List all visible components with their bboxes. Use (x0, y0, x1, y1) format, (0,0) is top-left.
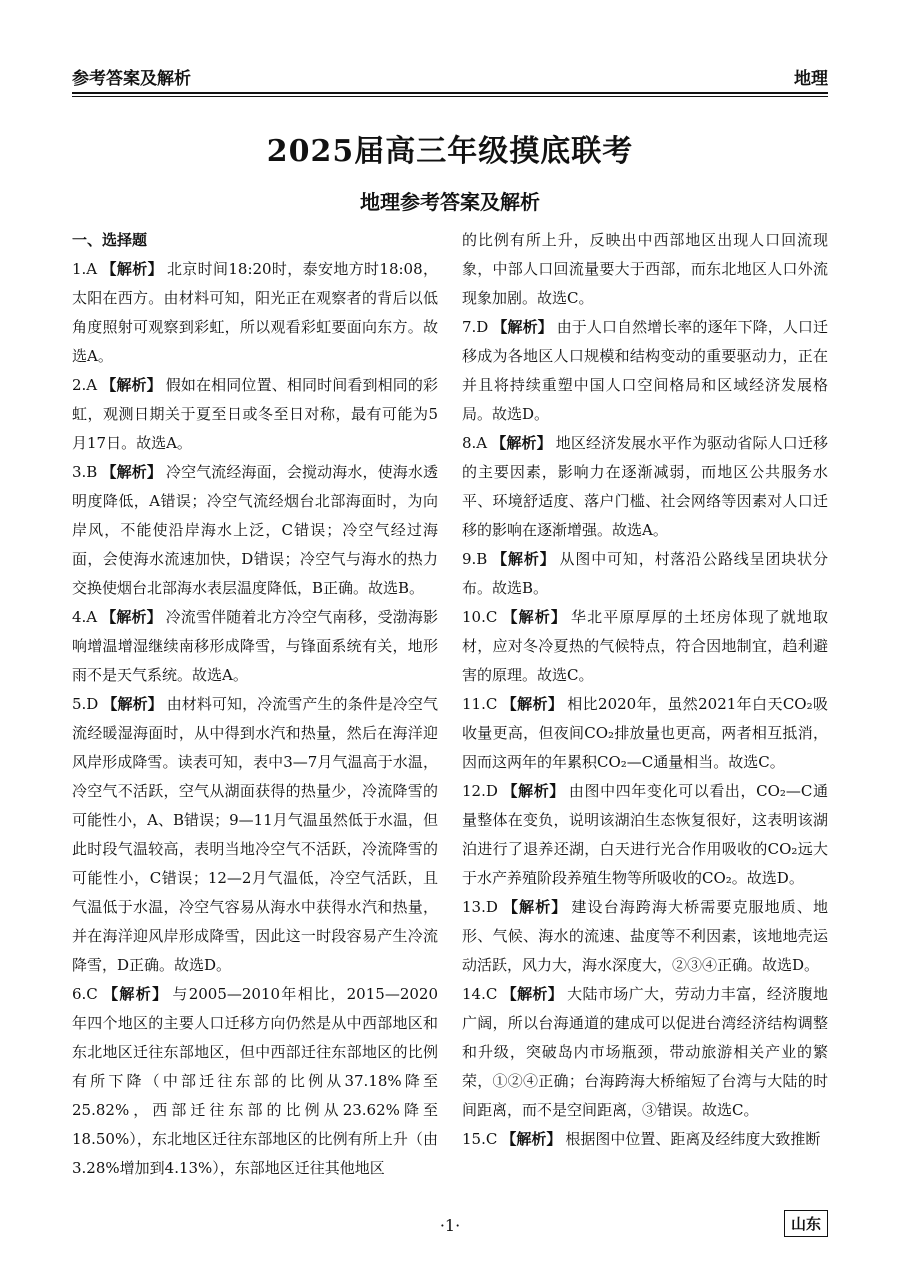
answer-text: 从图中可知，村落沿公路线呈团块状分布。故选B。 (462, 550, 828, 597)
answer-item (72, 603, 438, 690)
header-divider (72, 96, 828, 97)
answer-text: 由材料可知，冷流雪产生的条件是冷空气流经暖湿海面时，从中得到水汽和热量，然后在海洋迎风岸形成降雪。读表可知，表中3—7月气温高于水温，冷空气不活跃，空气从湖面获得的热量少，冷流降雪的可能性小，A、B错误；9—11月气温虽然低于水温，但此时段气温较高，表明当地冷空气不活跃，冷流降雪的可能性小，C错误；12—2月气温低，冷空气活跃，且气温低于水温，冷空气容易从海水中获得水汽和热量，并在海洋迎风岸形成降雪，因此这一时段容易产生冷流降雪，D正确。故选D。 (72, 695, 438, 974)
answer-item (462, 603, 828, 690)
answer-text: 北京时间18:20时，泰安地方时18:08，太阳在西方。由材料可知，阳光正在观察者的背后以低角度照射可观察到彩虹，所以观看彩虹要面向东方。故选A。 (72, 260, 438, 365)
jiexi-label: 【解析】 (501, 608, 568, 626)
answer-item (462, 980, 828, 1125)
jiexi-label: 【解析】 (491, 550, 556, 568)
answer-number: 13.D (462, 898, 498, 916)
answer-number: 10.C (462, 608, 498, 626)
header-left-label: 参考答案及解析 (72, 69, 191, 89)
right-column (462, 226, 828, 1154)
answer-text: 假如在相同位置、相同时间看到相同的彩虹，观测日期关于夏至日或冬至日对称，最有可能为5月17日。故选A。 (72, 376, 438, 452)
answer-number: 2.A (72, 376, 98, 394)
answer-item (72, 458, 438, 603)
jiexi-label: 【解析】 (101, 260, 163, 278)
answer-number: 14.C (462, 985, 498, 1003)
answer-item (72, 690, 438, 980)
answer-number: 8.A (462, 434, 488, 452)
answer-item (72, 371, 438, 458)
answer-item (462, 777, 828, 893)
jiexi-label: 【解析】 (101, 463, 162, 481)
right-answer-list (462, 226, 828, 1154)
jiexi-label: 【解析】 (492, 318, 553, 336)
answer-number: 11.C (462, 695, 498, 713)
answer-number: 4.A (72, 608, 98, 626)
answer-text: 相比2020年，虽然2021年白天CO₂吸收量更高，但夜间CO₂排放量也更高，两者相互抵消，因而这两年的年累积CO₂—C通量相当。故选C。 (462, 695, 828, 771)
answer-number: 3.B (72, 463, 98, 481)
region-badge: 山东 (784, 1210, 828, 1237)
jiexi-label: 【解析】 (501, 695, 564, 713)
answer-item (72, 980, 438, 1183)
answer-number: 5.D (72, 695, 99, 713)
answer-number: 6.C (72, 985, 98, 1003)
answer-item (462, 429, 828, 545)
answer-number: 9.B (462, 550, 488, 568)
answer-item (462, 893, 828, 980)
answer-text: 根据图中位置、距离及经纬度大致推断 (565, 1130, 821, 1148)
answer-item (462, 1125, 828, 1154)
answer-text: 的比例有所上升，反映出中西部地区出现人口回流现象，中部人口回流量要大于西部，而东北地区人口外流现象加剧。故选C。 (462, 231, 828, 307)
answer-text: 地区经济发展水平作为驱动省际人口迁移的主要因素，影响力在逐渐减弱，而地区公共服务水平、环境舒适度、落户门槛、社会网络等因素对人口迁移的影响在逐渐增强。故选A。 (462, 434, 828, 539)
left-answer-list (72, 255, 438, 1183)
answer-number: 15.C (462, 1130, 498, 1148)
answer-text: 建设台海跨海大桥需要克服地质、地形、气候、海水的流速、盐度等不利因素，该地地壳运动活跃，风力大，海水深度大，②③④正确。故选D。 (462, 898, 828, 974)
answer-item (462, 226, 828, 313)
jiexi-label: 【解析】 (501, 782, 565, 800)
jiexi-label: 【解析】 (101, 985, 169, 1003)
answer-text: 大陆市场广大，劳动力丰富，经济腹地广阔，所以台海通道的建成可以促进台湾经济结构调整和升级，突破岛内市场瓶颈，带动旅游相关产业的繁荣，①②④正确；台海跨海大桥缩短了台湾与大陆的时间距离，而不是空间距离，③错误。故选C。 (462, 985, 828, 1119)
answer-text: 冷流雪伴随着北方冷空气南移，受渤海影响增温增湿继续南移形成降雪，与锋面系统有关，地形雨不是天气系统。故选A。 (72, 608, 438, 684)
answer-number: 1.A (72, 260, 98, 278)
answer-item (462, 313, 828, 429)
jiexi-label: 【解析】 (491, 434, 552, 452)
answer-number: 12.D (462, 782, 498, 800)
answer-number: 7.D (462, 318, 489, 336)
page-header (72, 58, 828, 94)
jiexi-label: 【解析】 (501, 1130, 562, 1148)
jiexi-label: 【解析】 (501, 985, 564, 1003)
answer-item (462, 545, 828, 603)
answer-text: 由于人口自然增长率的逐年下降，人口迁移成为各地区人口规模和结构变动的重要驱动力，正在并且将持续重塑中国人口空间格局和区域经济发展格局。故选D。 (462, 318, 828, 423)
answer-text: 与2005—2010年相比，2015—2020年四个地区的主要人口迁移方向仍然是从中西部地区和东北地区迁往东部地区，但中西部迁往东部地区的比例有所下降（中部迁往东部的比例从37.18%降至25.82%，西部迁往东部的比例从23.62%降至18.50%），东北地区迁往东部地区的比例有所上升（由3.28%增加到4.13%），东部地区迁往其他地区 (72, 985, 438, 1177)
jiexi-label: 【解析】 (101, 376, 162, 394)
section-heading: 一、选择题 (72, 231, 148, 249)
jiexi-label: 【解析】 (101, 608, 162, 626)
jiexi-label: 【解析】 (501, 898, 568, 916)
answer-item (462, 690, 828, 777)
page-title: 2025届高三年级摸底联考 (266, 134, 634, 169)
jiexi-label: 【解析】 (102, 695, 163, 713)
page-subtitle: 地理参考答案及解析 (360, 190, 540, 214)
answer-text: 华北平原厚厚的土坯房体现了就地取材，应对冬冷夏热的气候特点，符合因地制宜，趋利避害的原理。故选C。 (462, 608, 828, 684)
header-subject-label: 地理 (794, 69, 828, 89)
answer-item (72, 255, 438, 371)
answer-text: 由图中四年变化可以看出，CO₂—C通量整体在变负，说明该湖泊生态恢复很好，这表明该湖泊进行了退养还湖，白天进行光合作用吸收的CO₂远大于水产养殖阶段养殖生物等所吸收的CO₂。故选D。 (462, 782, 828, 887)
page-number: ·1· (439, 1216, 461, 1235)
left-column (72, 226, 438, 1183)
answer-text: 冷空气流经海面，会搅动海水，使海水透明度降低，A错误；冷空气流经烟台北部海面时，为向岸风，不能使沿岸海水上泛，C错误；冷空气经过海面，会使海水流速加快，D错误；冷空气与海水的热力交换使烟台北部海水表层温度降低，B正确。故选B。 (72, 463, 438, 597)
